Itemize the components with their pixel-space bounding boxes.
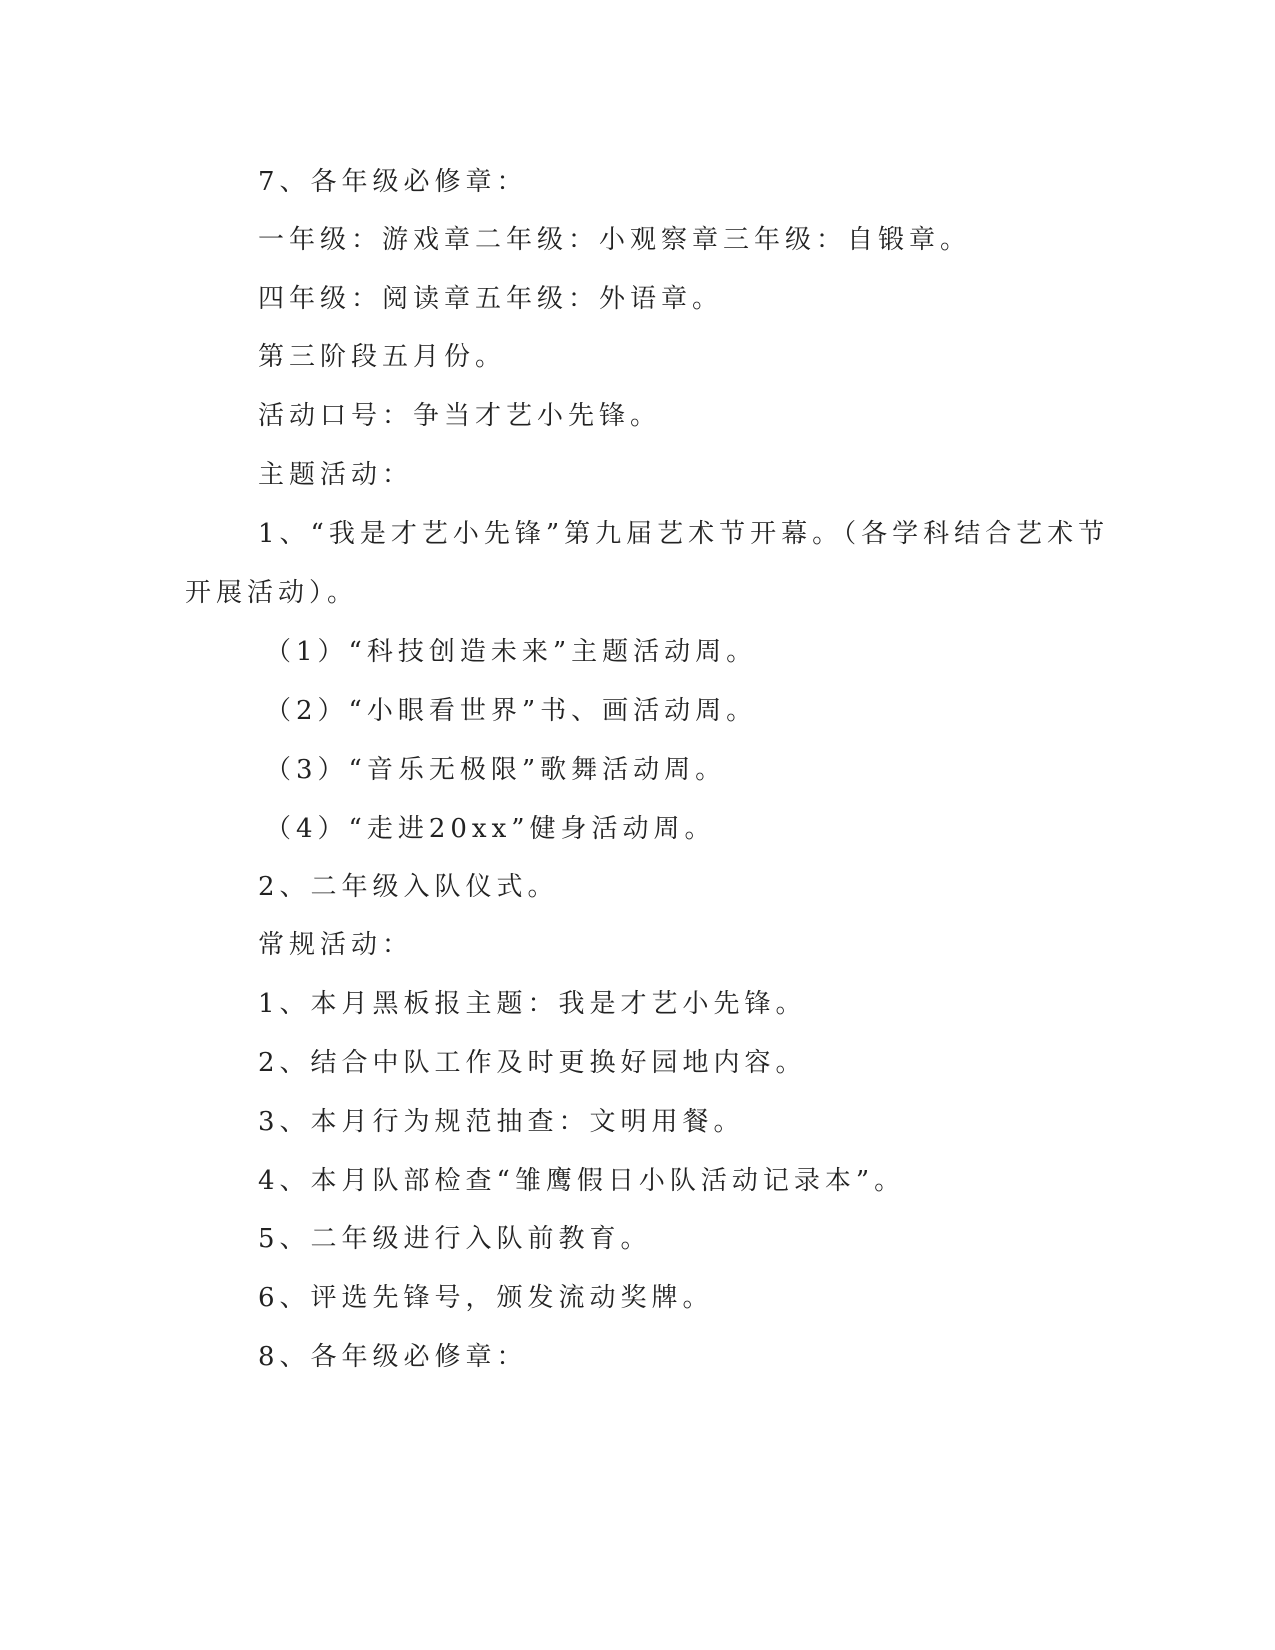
sub-activity-2: （2）“小眼看世界”书、画活动周。 <box>265 696 758 726</box>
grade-4-5-badges: 四年级：阅读章五年级：外语章。 <box>258 284 724 314</box>
theme-activity-1-line-1: 1、“我是才艺小先锋”第九届艺术节开幕。（各学科结合艺术节 <box>258 519 1110 549</box>
routine-item-3: 3、本月行为规范抽查：文明用餐。 <box>258 1107 745 1137</box>
heading-required-badges-7: 7、各年级必修章： <box>258 167 528 197</box>
heading-required-badges-8: 8、各年级必修章： <box>258 1342 528 1372</box>
routine-item-4: 4、本月队部检查“雏鹰假日小队活动记录本”。 <box>258 1166 906 1196</box>
theme-activity-1-line-2: 开展活动）。 <box>185 578 359 608</box>
stage-three-may: 第三阶段五月份。 <box>258 342 507 372</box>
routine-item-5: 5、二年级进行入队前教育。 <box>258 1224 652 1254</box>
sub-activity-1: （1）“科技创造未来”主题活动周。 <box>265 637 758 667</box>
theme-activity-2: 2、二年级入队仪式。 <box>258 872 559 902</box>
grade-1-3-badges: 一年级：游戏章二年级：小观察章三年级：自锻章。 <box>258 225 972 255</box>
sub-activity-4: （4）“走进20xx”健身活动周。 <box>265 814 716 844</box>
theme-activities-heading: 主题活动： <box>258 460 414 490</box>
activity-slogan: 活动口号：争当才艺小先锋。 <box>258 401 662 431</box>
sub-activity-3: （3）“音乐无极限”歌舞活动周。 <box>265 755 727 785</box>
routine-item-2: 2、结合中队工作及时更换好园地内容。 <box>258 1048 807 1078</box>
routine-activities-heading: 常规活动： <box>258 930 414 960</box>
routine-item-6: 6、评选先锋号，颁发流动奖牌。 <box>258 1283 714 1313</box>
routine-item-1: 1、本月黑板报主题：我是才艺小先锋。 <box>258 989 807 1019</box>
